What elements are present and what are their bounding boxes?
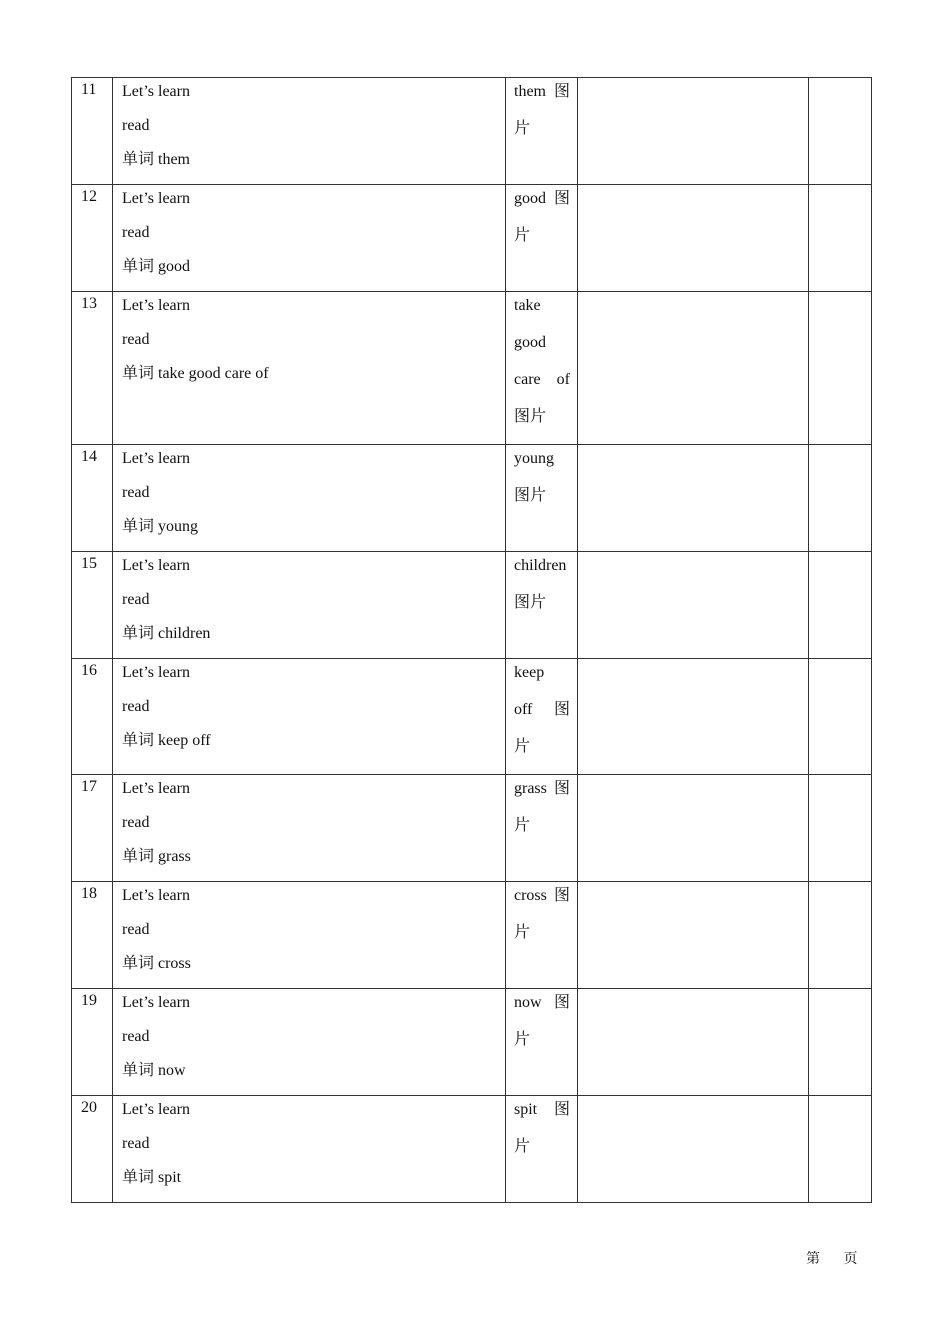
media-line: now 图 <box>514 994 570 1011</box>
content-line: read <box>122 484 150 501</box>
media-line: 片 <box>514 924 531 941</box>
media-line: them 图 <box>514 83 570 100</box>
row-number: 16 <box>81 662 97 679</box>
media-cell <box>506 552 578 659</box>
content-line: 单词 now <box>122 1062 186 1079</box>
row-number: 13 <box>81 295 97 312</box>
media-cell <box>506 445 578 552</box>
blank-cell <box>809 292 872 445</box>
content-line: read <box>122 814 150 831</box>
content-line: read <box>122 117 150 134</box>
row-number-cell <box>72 185 113 292</box>
content-cell <box>113 552 506 659</box>
media-line: spit 图 <box>514 1101 570 1118</box>
media-line: good <box>514 334 546 351</box>
media-line: take <box>514 297 541 314</box>
lesson-table-body <box>72 78 872 1203</box>
row-number: 14 <box>81 448 97 465</box>
blank-cell <box>809 78 872 185</box>
blank-cell <box>578 659 809 775</box>
blank-cell <box>809 882 872 989</box>
row-number-cell <box>72 882 113 989</box>
blank-cell <box>809 1096 872 1203</box>
media-line: children <box>514 557 567 574</box>
media-cell <box>506 1096 578 1203</box>
row-number-cell <box>72 78 113 185</box>
media-line: cross 图 <box>514 887 570 904</box>
media-cell <box>506 292 578 445</box>
content-line: read <box>122 698 150 715</box>
blank-cell <box>578 292 809 445</box>
content-cell <box>113 659 506 775</box>
row-number-cell <box>72 292 113 445</box>
table-row <box>72 185 872 292</box>
media-cell <box>506 185 578 292</box>
row-number-cell <box>72 659 113 775</box>
content-line: 单词 grass <box>122 848 191 865</box>
content-line: Let’s learn <box>122 297 190 314</box>
content-line: 单词 take good care of <box>122 365 269 382</box>
content-cell <box>113 882 506 989</box>
content-line: read <box>122 1028 150 1045</box>
content-line: 单词 them <box>122 151 190 168</box>
content-line: 单词 children <box>122 625 211 642</box>
content-line: 单词 cross <box>122 955 191 972</box>
content-line: Let’s learn <box>122 450 190 467</box>
row-number: 17 <box>81 778 97 795</box>
row-number-cell <box>72 552 113 659</box>
media-line: 片 <box>514 1138 531 1155</box>
table-row <box>72 445 872 552</box>
media-line: grass 图 <box>514 780 570 797</box>
content-line: Let’s learn <box>122 1101 190 1118</box>
table-row <box>72 659 872 775</box>
blank-cell <box>578 552 809 659</box>
content-line: 单词 young <box>122 518 199 535</box>
content-cell <box>113 989 506 1096</box>
content-line: read <box>122 331 150 348</box>
content-line: 单词 keep off <box>122 732 211 749</box>
row-number-cell <box>72 775 113 882</box>
table-row <box>72 552 872 659</box>
media-line: care of <box>514 371 570 388</box>
content-line: read <box>122 921 150 938</box>
blank-cell <box>578 78 809 185</box>
content-line: Let’s learn <box>122 557 190 574</box>
blank-cell <box>578 989 809 1096</box>
blank-cell <box>809 445 872 552</box>
blank-cell <box>578 185 809 292</box>
content-line: read <box>122 591 150 608</box>
blank-cell <box>578 775 809 882</box>
table-row <box>72 78 872 185</box>
content-line: read <box>122 1135 150 1152</box>
blank-cell <box>578 1096 809 1203</box>
media-line: keep <box>514 664 545 681</box>
row-number: 20 <box>81 1099 97 1116</box>
media-line: young <box>514 450 554 467</box>
table-row <box>72 882 872 989</box>
blank-cell <box>578 882 809 989</box>
media-cell <box>506 78 578 185</box>
media-line: 片 <box>514 120 531 137</box>
table-row <box>72 989 872 1096</box>
table-row <box>72 292 872 445</box>
media-line: 片 <box>514 817 531 834</box>
blank-cell <box>809 185 872 292</box>
content-line: Let’s learn <box>122 887 190 904</box>
row-number-cell <box>72 989 113 1096</box>
row-number: 12 <box>81 188 97 205</box>
media-line: 片 <box>514 738 531 755</box>
content-line: Let’s learn <box>122 780 190 797</box>
content-line: Let’s learn <box>122 83 190 100</box>
media-line: off 图 <box>514 701 570 718</box>
media-line: 图片 <box>514 594 547 611</box>
row-number: 18 <box>81 885 97 902</box>
content-line: Let’s learn <box>122 664 190 681</box>
media-line: 片 <box>514 1031 531 1048</box>
media-line: 图片 <box>514 408 547 425</box>
page-footer: 第 页 <box>806 1252 868 1267</box>
content-line: 单词 good <box>122 258 191 275</box>
row-number: 11 <box>81 81 97 98</box>
content-line: Let’s learn <box>122 190 190 207</box>
content-cell <box>113 78 506 185</box>
media-cell <box>506 775 578 882</box>
content-line: 单词 spit <box>122 1169 182 1186</box>
row-number: 19 <box>81 992 97 1009</box>
blank-cell <box>809 552 872 659</box>
table-row <box>72 1096 872 1203</box>
table-row <box>72 775 872 882</box>
media-cell <box>506 882 578 989</box>
media-line: good 图 <box>514 190 570 207</box>
row-number: 15 <box>81 555 97 572</box>
content-cell <box>113 1096 506 1203</box>
content-cell <box>113 445 506 552</box>
media-cell <box>506 989 578 1096</box>
row-number-cell <box>72 445 113 552</box>
media-line: 图片 <box>514 487 547 504</box>
media-line: 片 <box>514 227 531 244</box>
content-cell <box>113 775 506 882</box>
content-cell <box>113 185 506 292</box>
lesson-table <box>71 77 872 1203</box>
blank-cell <box>809 989 872 1096</box>
row-number-cell <box>72 1096 113 1203</box>
content-cell <box>113 292 506 445</box>
blank-cell <box>578 445 809 552</box>
media-cell <box>506 659 578 775</box>
content-line: read <box>122 224 150 241</box>
content-line: Let’s learn <box>122 994 190 1011</box>
blank-cell <box>809 659 872 775</box>
blank-cell <box>809 775 872 882</box>
